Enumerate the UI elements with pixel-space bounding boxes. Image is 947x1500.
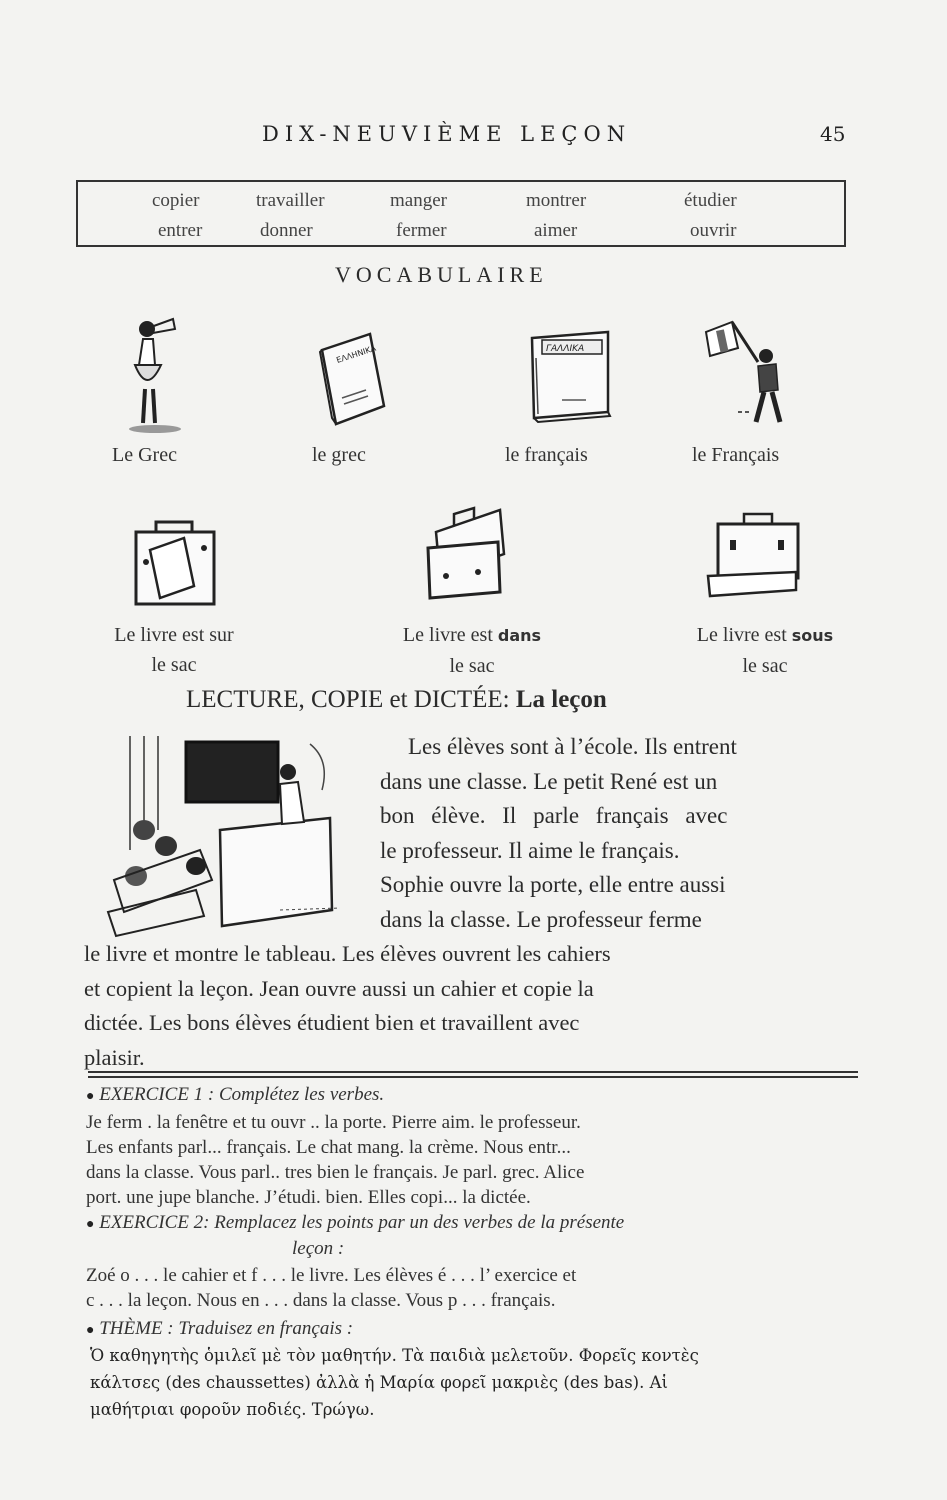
greek-line: μαθήτριαι φοροῦν ποδιές. Τρώγω. bbox=[90, 1400, 375, 1419]
caption-text: Le livre est bbox=[402, 624, 498, 646]
exercise-line: Zoé o . . . le cahier et f . . . le livre. Les élèves é . . . l’ exercice et bbox=[86, 1265, 577, 1286]
book-under-bag-icon bbox=[702, 510, 804, 602]
caption-emphasis: sous bbox=[791, 626, 834, 645]
exercise-label: EXERCICE 2: Remplacez les points par un des verbes de la présente bbox=[99, 1212, 625, 1233]
vocab-caption: le grec bbox=[312, 444, 366, 466]
lecture-title bbox=[186, 686, 607, 714]
reading-line: le livre et montre le tableau. Les élèves ouvrent les cahiers bbox=[84, 941, 611, 966]
caption-line bbox=[383, 620, 561, 651]
exercise-1-heading bbox=[86, 1084, 384, 1106]
greek-line: Ὁ καθηγητὴς ὁμιλεῖ μὲ τὸν μαθητήν. Τὰ παιδιὰ μελετοῦν. Φορεῖς κοντὲς bbox=[90, 1346, 699, 1365]
exercise-label: leçon : bbox=[292, 1238, 345, 1259]
book-title-label: ΕΛΛΗΝΙΚΑ bbox=[335, 343, 378, 365]
caption-text: Le livre est bbox=[696, 624, 792, 646]
exercise-1-body bbox=[86, 1110, 584, 1210]
reading-line: plaisir. bbox=[84, 1044, 145, 1070]
caption-line bbox=[676, 620, 854, 651]
vocab-caption: le français bbox=[505, 444, 588, 466]
divider-rule bbox=[88, 1076, 858, 1078]
exercise-label: THÈME : Traduisez en français : bbox=[99, 1318, 354, 1339]
verb: copier bbox=[152, 190, 200, 211]
exercise-line: Je ferm . la fenêtre et tu ouvr .. la porte. Pierre aim. le professeur. bbox=[86, 1112, 581, 1133]
reading-line: bon élève. Il parle français avec bbox=[380, 803, 728, 828]
bullet-icon: ● bbox=[86, 1217, 95, 1232]
verb: fermer bbox=[396, 220, 447, 241]
lesson-title: DIX-NEUVIÈME LEÇON bbox=[262, 122, 632, 146]
verb: étudier bbox=[684, 190, 737, 211]
exercise-line: Les enfants parl... français. Le chat mang. la crème. Nous entr... bbox=[86, 1137, 571, 1158]
page-number: 45 bbox=[820, 122, 846, 146]
reading-line: Sophie ouvre la porte, elle entre aussi bbox=[380, 872, 726, 897]
exercise-2-heading bbox=[86, 1212, 624, 1234]
theme-heading bbox=[86, 1318, 353, 1340]
reading-line: Les élèves sont à l’école. Ils entrent bbox=[408, 734, 737, 759]
reading-lines-full bbox=[84, 937, 859, 1075]
verb: montrer bbox=[526, 190, 587, 211]
greek-book-icon bbox=[310, 328, 390, 428]
reading-line: dans la classe. Le professeur ferme bbox=[380, 906, 702, 932]
theme-body bbox=[90, 1342, 699, 1423]
caption-line: le sac bbox=[151, 654, 197, 676]
exercise-line: dans la classe. Vous parl.. tres bien le français. Je parl. grec. Alice bbox=[86, 1162, 585, 1183]
verb: entrer bbox=[158, 220, 203, 241]
verb: aimer bbox=[534, 220, 578, 241]
divider-rule bbox=[88, 1071, 858, 1073]
lecture-title-emphasis: La leçon bbox=[515, 686, 607, 713]
classroom-illustration-icon bbox=[100, 730, 370, 940]
vocab-caption: le Français bbox=[692, 444, 780, 466]
position-caption bbox=[92, 620, 256, 680]
reading-line: le professeur. Il aime le français. bbox=[380, 837, 680, 863]
caption-line: Le livre est sur bbox=[114, 624, 234, 646]
caption-line: le sac bbox=[449, 655, 495, 677]
vocab-caption: Le Grec bbox=[112, 444, 177, 466]
verb: donner bbox=[260, 220, 313, 241]
lecture-title-text: LECTURE, COPIE et DICTÉE: bbox=[186, 686, 516, 713]
verb-box bbox=[76, 180, 846, 247]
greek-line: κάλτσες (des chaussettes) ἀλλὰ ἡ Μαρία φορεῖ μακριὲς (des bas). Αἱ bbox=[90, 1373, 668, 1392]
page-header bbox=[0, 122, 947, 152]
verb: travailler bbox=[256, 190, 325, 211]
verb: ouvrir bbox=[690, 220, 737, 241]
bullet-icon: ● bbox=[86, 1323, 95, 1338]
book-title-label: ΓΑΛΛΙΚΑ bbox=[546, 344, 585, 354]
book-on-bag-icon bbox=[128, 512, 220, 610]
reading-line: dans une classe. Le petit René est un bbox=[380, 768, 718, 794]
book-in-bag-icon bbox=[418, 502, 514, 604]
french-book-icon bbox=[524, 328, 616, 426]
frenchman-flag-icon bbox=[698, 318, 798, 433]
verb: manger bbox=[390, 190, 447, 211]
position-caption bbox=[383, 620, 561, 681]
exercise-2-heading-cont bbox=[292, 1238, 344, 1260]
exercise-line: c . . . la leçon. Nous en . . . dans la classe. Vous p . . . français. bbox=[86, 1290, 556, 1311]
reading-line: et copient la leçon. Jean ouvre aussi un cahier et copie la bbox=[84, 975, 594, 1001]
exercise-line: port. une jupe blanche. J’étudi. bien. Elles copi... la dictée. bbox=[86, 1187, 531, 1208]
reading-lines-wrapped bbox=[380, 730, 855, 937]
position-caption bbox=[676, 620, 854, 681]
vocabulary-title: VOCABULAIRE bbox=[335, 262, 548, 287]
reading-line: dictée. Les bons élèves étudient bien et travaillent avec bbox=[84, 1010, 580, 1035]
bullet-icon: ● bbox=[86, 1089, 95, 1104]
caption-emphasis: dans bbox=[497, 626, 542, 645]
exercise-label: EXERCICE 1 : Complétez les verbes. bbox=[99, 1084, 385, 1105]
exercise-2-body bbox=[86, 1263, 576, 1313]
greek-girl-trumpet-icon bbox=[125, 315, 195, 440]
caption-line: le sac bbox=[742, 655, 788, 677]
